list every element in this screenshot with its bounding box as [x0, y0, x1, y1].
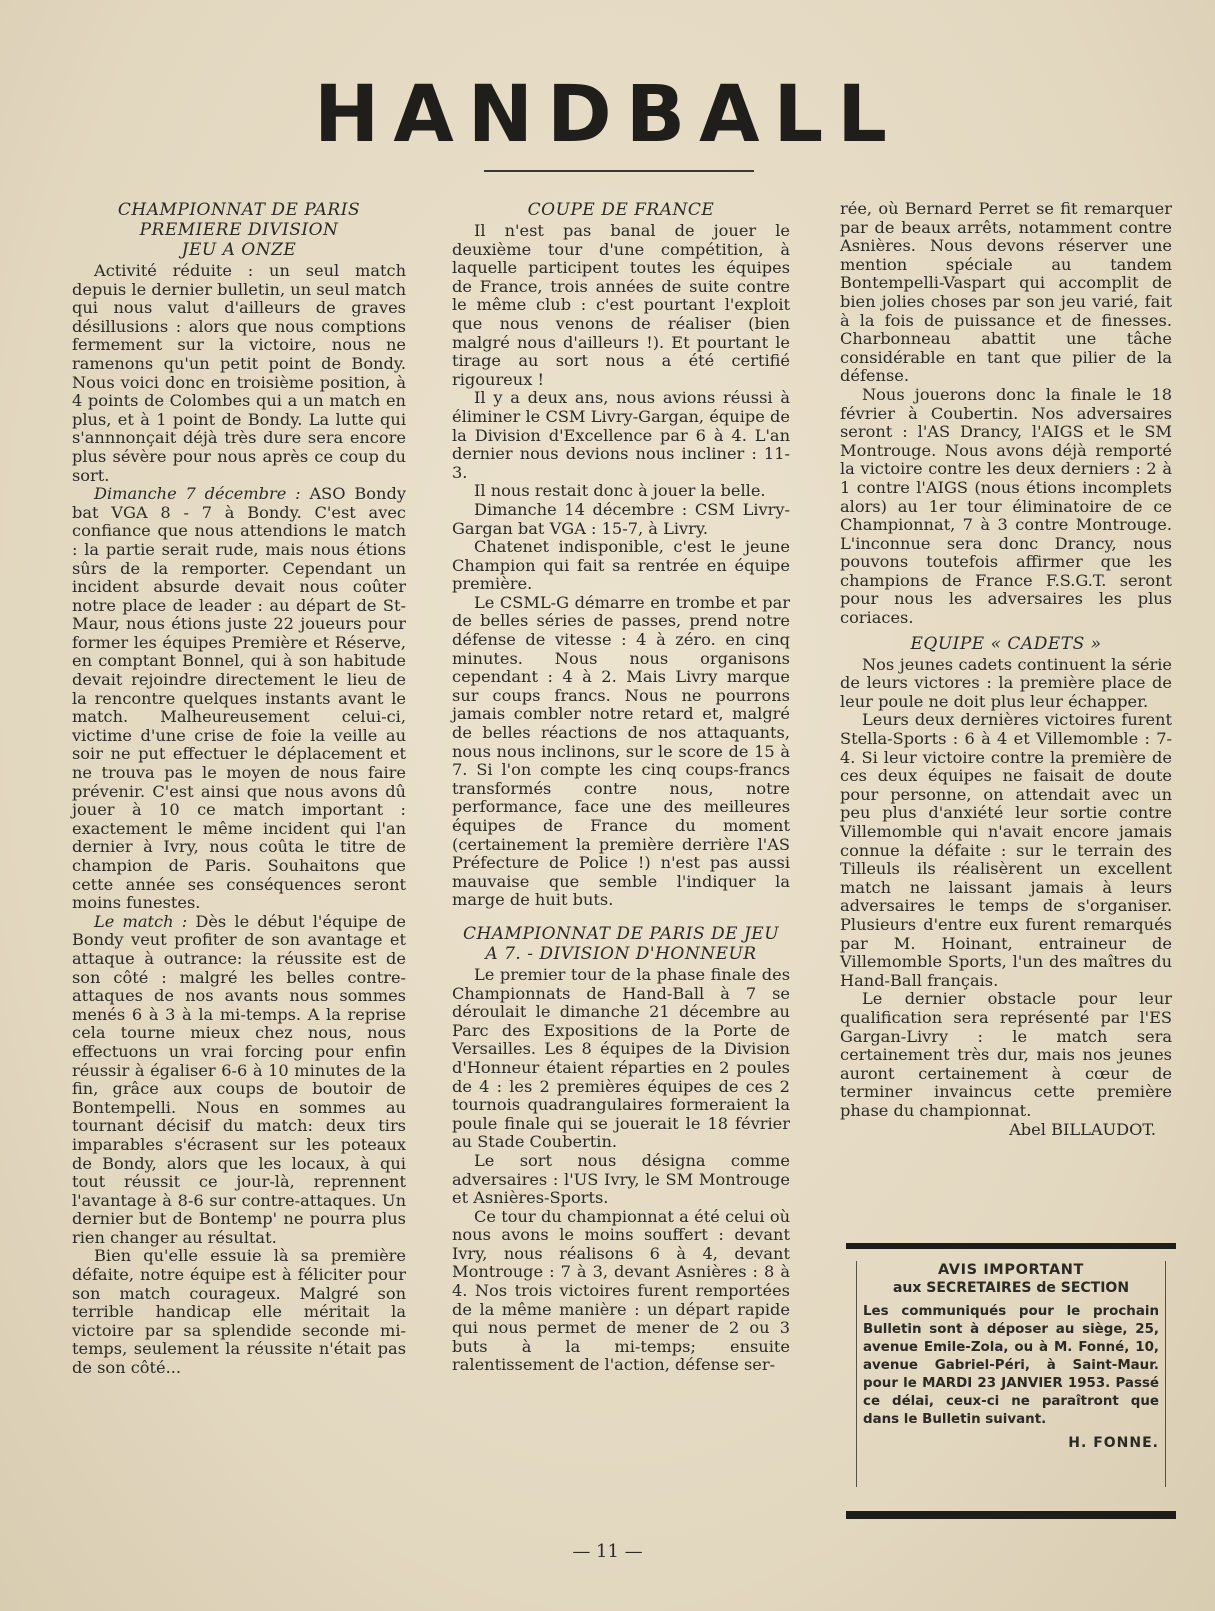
- article-column-3: [840, 200, 1172, 1139]
- paragraph: Chatenet indisponible, c'est le jeune Champion qui fait sa rentrée en équipe première.: [452, 537, 790, 594]
- paragraph: Il n'est pas banal de jouer le deuxième tour d'une compétition, à laquelle participent toutes les équipes de France, trois années de suite contre le même club : c'est pourtant l'exploit que nous venons de réaliser (bien malgré nous d'ailleurs !). Et pourtant le tirage au sort nous a été certifié rigoureux !: [452, 221, 790, 389]
- paragraph: Il y a deux ans, nous avions réussi à éliminer le CSM Livry-Gargan, équipe de la Division d'Excellence par 6 à 4. L'an dernier nous devions nous incliner : 11-3.: [452, 388, 790, 482]
- paragraph: Le sort nous désigna comme adversaires : l'US Ivry, le SM Montrouge et Asnières-Sports.: [452, 1150, 790, 1208]
- author-signature: Abel BILLAUDOT.: [1009, 1119, 1156, 1139]
- paragraph: Le dernier obstacle pour leur qualification sera représenté par l'ES Gargan-Livry : le match sera certainement très dur, mais nos jeunes auront certainement à cœur de terminer invaincus cette première phase du championnat.: [840, 989, 1172, 1120]
- paragraph: Bien qu'elle essuie là sa première défaite, notre équipe est à féliciter pour son match courageux. Malgré son terrible handicap elle méritait la victoire par sa splendide seconde mi-temps, seulement la réussite n'était pas de son côté...: [72, 1246, 406, 1378]
- notice-signature: H. FONNE.: [1068, 1435, 1159, 1451]
- paragraph: Nous jouerons donc la finale le 18 février à Coubertin. Nos adversaires seront : l'AS Drancy, l'AIGS et le SM Montrouge. Nous avons déjà remporté la victoire contre les deux derniers : 2 à 1 contre l'AIGS (nous étions incomplets alors) au 1er tour éliminatoire de ce Championnat, 7 à 3 contre Montrouge. L'inconnue sera donc Drancy, nous pouvons toutefois affirmer que les champions de France F.S.G.T. seront pour nous les adversaires les plus coriaces.: [840, 384, 1172, 628]
- article-column-2: [452, 200, 790, 1375]
- heading-line-1: CHAMPIONNAT DE PARIS: [117, 200, 361, 220]
- notice-subtitle: aux SECRETAIRES de SECTION: [892, 1280, 1130, 1296]
- notice-content: [856, 1261, 1166, 1487]
- paragraph: Le CSML-G démarre en trombe et par de belles séries de passes, prend notre défense de vitesse : 4 à zéro. en cinq minutes. Nous nous organisons cependant : 4 à 2. Mais Livry marque sur coups francs. Nous ne pourrons jamais combler notre retard et, malgré de belles réactions de nos attaquants, nous nous inclinons, sur le score de 15 à 7. Si l'on compte les cinq coups-francs transformés contre nous, notre performance, face une des meilleures équipes de France du moment (certainement la première derrière l'AS Préfecture de Police !) n'est pas aussi mauvaise que semble l'indiquer la marge de huit buts.: [452, 592, 790, 910]
- paragraph-text: ASO Bondy bat VGA 8 - 7 à Bondy. C'est avec confiance que nous attendions le match : la partie serait rude, mais nous étions sûrs de la remporter. Cependant un incident absurde devait nous coûter notre place de leader : au départ de St-Maur, nous étions juste 22 joueurs pour former les équipes Première et Réserve, en comptant Bonnel, qui à son habitude devait rejoindre directement le lieu de la rencontre quelques instants avant le match. Malheureusement celui-ci, victime d'une crise de foie la veille au soir ne put effectuer le déplacement et ne trouva pas le moyen de nous faire prévenir. C'est ainsi que nous avons dû jouer à 10 ce match important : exactement le même incident qui l'an dernier à Ivry, nous coûta le titre de champion de Paris. Souhaitons que cette année ses conséquences seront moins funestes.: [72, 484, 406, 913]
- paragraph: [72, 913, 406, 1248]
- paragraph: Activité réduite : un seul match depuis le dernier bulletin, un seul match qui nous valut d'ailleurs de graves désillusions : alors que nous comptions fermement sur la victoire, nous ne ramenons qu'un petit point de Bondy. Nous voici donc en troisième position, à 4 points de Colombes qui a un match en plus, et à 1 point de Bondy. La lutte qui s'annnonçait déjà très dure sera encore plus sévère pour nous après ce coup du sort.: [72, 261, 406, 485]
- paragraph-text: Dès le début l'équipe de Bondy veut profiter de son avantage et attaque à outrance: la réussite est de son côté : malgré les belles contre-attaques de nos avants nous sommes menés 6 à 3 à la mi-temps. A la reprise cela tourne mieux chez nous, nous effectuons un vrai forcing pour enfin réussir à égaliser 6-6 à 10 minutes de la fin, grâce aux coups de boutoir de Bontempelli. Nous en sommes au tournant décisif du match: deux tirs imparables s'écrasent sur les poteaux de Bondy, alors que les locaux, à qui tout réussit ce jour-là, reprennent l'avantage à 8-6 sur contre-attaques. Un dernier but de Bontemp' ne pourra plus rien changer au résultat.: [72, 911, 406, 1247]
- paragraph: Leurs deux dernières victoires furent Stella-Sports : 6 à 4 et Villemomble : 7-4. Si leur victoire contre la première de ces deux équipes ne faisait de doute pour personne, on attendait avec un peu plus d'anxiété leur sortie contre Villemomble qui n'avait encore jamais connue la défaite : sur le terrain des Tilleuls ils réalisèrent un excellent match ne laissant jamais à leurs adversaires le temps de s'organiser. Plusieurs d'entre eux furent remarqués par M. Hoinant, entraineur de Villemomble Sports, l'un des maîtres du Hand-Ball français.: [840, 710, 1172, 990]
- heading-line-1: CHAMPIONNAT DE PARIS DE JEU: [462, 923, 780, 944]
- heading-line-2: A 7. - DIVISION D'HONNEUR: [485, 943, 757, 964]
- paragraph: Ce tour du championnat a été celui où nous avons le moins souffert : devant Ivry, nous réalisons 6 à 4, devant Montrouge : 7 à 3, devant Asnières : 8 à 4. Nos trois victoires furent remportées de la même manière : un départ rapide qui nous permet de mener de 2 ou 3 buts à la mi-temps; ensuite ralentissement de l'action, défense ser-: [452, 1206, 790, 1375]
- paragraph: Il nous restait donc à jouer la belle.: [474, 481, 766, 501]
- title-divider: [484, 170, 754, 172]
- section-heading-championnat: [72, 200, 406, 260]
- paragraph-lead: Le match :: [94, 911, 188, 931]
- paragraph: Dimanche 14 décembre : CSM Livry-Gargan bat VGA : 15-7, à Livry.: [452, 499, 790, 538]
- paragraph: Le premier tour de la phase finale des Championnats de Hand-Ball à 7 se déroulait le dimanche 21 décembre au Parc des Expositions de la Porte de Versailles. Les 8 équipes de la Division d'Honneur étaient réparties en 2 poules de 4 : les 2 premières équipes de ces 2 tournois quadrangulaires formeraient la poule finale qui se jouerait le 18 février au Stade Coubertin.: [452, 964, 790, 1152]
- paragraph: rée, où Bernard Perret se fit remarquer par de beaux arrêts, notamment contre Asnières. Nous devons réserver une mention spéciale au tandem Bontempelli-Vaspart qui accomplit de bien jolies choses par son jeu varié, fait à la fois de puissance et de finesses. Charbonneau abattit une tâche considérable en tant que pilier de la défense.: [840, 199, 1172, 386]
- notice-title: AVIS IMPORTANT: [937, 1262, 1085, 1278]
- notice-box: [846, 1243, 1176, 1519]
- heading-line-2: PREMIERE DIVISION: [139, 220, 339, 240]
- section-heading-coupe: COUPE DE FRANCE: [527, 200, 715, 220]
- notice-body: Les communiqués pour le prochain Bulletin sont à déposer au siège, 25, avenue Emile-Zola, ou à M. Fonné, 10, avenue Gabriel-Péri, à Saint-Maur. pour le MARDI 23 JANVIER 1953. Passé ce délai, ceux-ci ne paraîtront que dans le Bulletin suivant.: [863, 1304, 1159, 1427]
- paragraph: Nos jeunes cadets continuent la série de leurs victores : la première place de leur poule ne doit plus leur échapper.: [840, 654, 1172, 711]
- article-column-1: [72, 200, 406, 1378]
- heading-line-3: JEU A ONZE: [181, 240, 297, 260]
- page-number: — 11 —: [572, 1541, 643, 1562]
- section-heading-jeu-a-7: [452, 924, 790, 964]
- page-title: HANDBALL: [314, 70, 901, 160]
- section-heading-cadets: EQUIPE « CADETS »: [910, 633, 1102, 654]
- paragraph-lead: Dimanche 7 décembre :: [94, 484, 301, 504]
- paragraph: [72, 485, 406, 913]
